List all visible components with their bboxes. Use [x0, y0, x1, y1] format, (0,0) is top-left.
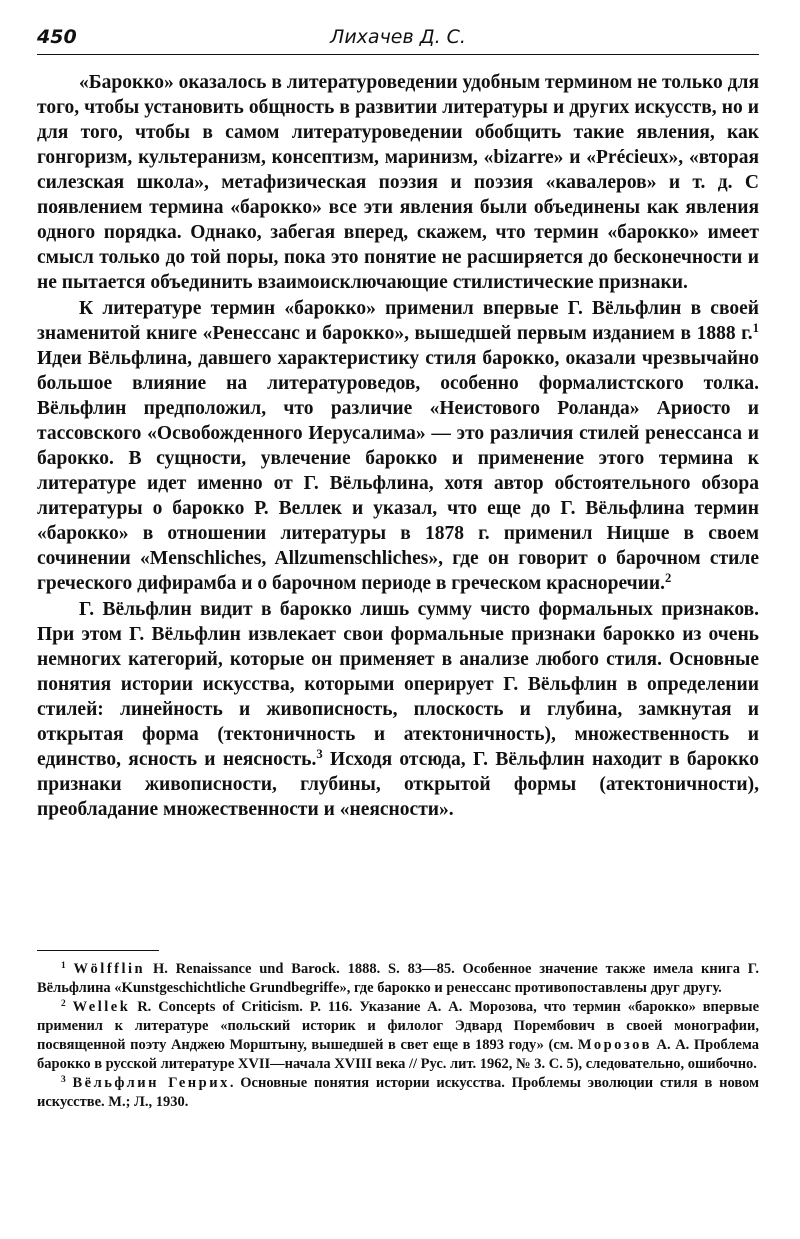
footnote-3-mark: 3: [61, 1074, 66, 1085]
paragraph-1-text: «Барокко» оказалось в литературоведении удобным термином не только для того, чтобы установить общность в развитии литературы и других искусств, но и для того, чтобы в самом литературоведении обобщить такие явления, как гонгоризм, культеранизм, консептизм, маринизм, «bizarre» и «Précieux», «вторая силезская школа», метафизическая поэзия и поэзия «кавалеров» и т. д. С появлением термина «барокко» все эти явления были объединены как явления одного порядка. Однако, забегая вперед, скажем, что термин «барокко» имеет смысл только до той поры, пока это понятие не расширяется до бесконечности и не пытается объединить взаимоисключающие стилистические признаки.: [37, 72, 759, 293]
footnote-1: [37, 960, 759, 998]
page-header: [37, 22, 759, 55]
footnote-ref-1: 1: [752, 321, 759, 336]
running-head: Лихачев Д. С.: [330, 26, 466, 48]
paragraph-2-text-a: К литературе термин «барокко» применил впервые Г. Вёльфлин в своей знаменитой книге «Ренессанс и барокко», вышедшей первым изданием в 1888 г.: [37, 298, 759, 344]
footnote-1-mark: 1: [61, 960, 66, 971]
footnote-2-text-a: R. Concepts of Criticism. P. 116. Указание А. А. Морозова, что термин «барокко» впервые применил к литературе «польский историк и филолог Эдвард Порембович в своей монографии, посвященной поэту Анджею Морштыну, вышедшей в свет еще в 1893 году» (см.: [37, 999, 760, 1053]
footnote-2: [37, 998, 759, 1074]
footnotes: [37, 960, 759, 1112]
footnote-3-author: Вёльфлин Генрих: [72, 1075, 230, 1091]
footnote-1-text: H. Renaissance und Barock. 1888. S. 83—85. Особенное значение также имела книга Г. Вёльфлина «Kunstgeschichtliche Grundbegriffe», где барокко и ренессанс противопоставлены друг другу.: [37, 961, 759, 996]
main-text: [37, 70, 759, 822]
paragraph-3: [37, 597, 759, 822]
footnote-2-author: Wellek: [72, 999, 131, 1015]
footnote-ref-2: 2: [665, 571, 672, 586]
paragraph-2-text-b: Идеи Вёльфлина, давшего характеристику стиля барокко, оказали чрезвычайно большое влияние на литературоведов, особенно формалистского толка. Вёльфлин предположил, что различие «Неистового Роланда» Ариосто и тассовского «Освобожденного Иерусалима» — это различия стилей ренессанса и барокко. В сущности, увлечение барокко и применение этого термина к литературе идет именно от Г. Вёльфлина, хотя автор обстоятельного обзора литературы о барокко Р. Веллек и указал, что еще до Г. Вёльфлина термин «барокко» в отношении литературы в 1878 г. применил Ницше в своем сочинении «Menschliches, Allzumenschliches», где он говорит о барочном стиле греческого дифирамба и о барочном периоде в греческом красноречии.: [37, 348, 759, 594]
paragraph-3-text-a: Г. Вёльфлин видит в барокко лишь сумму чисто формальных признаков. При этом Г. Вёльфлин извлекает свои формальные признаки барокко из очень немногих категорий, которые он применяет в анализе любого стиля. Основные понятия истории искусства, которыми оперирует Г. Вёльфлин в определении стилей: линейность и живописность, плоскость и глубина, замкнутая и открытая форма (тектоничность и атектоничность), множественность и единство, ясность и неясность.: [37, 599, 759, 770]
page-number: 450: [37, 26, 77, 48]
footnote-2-text-b: А. А. Проблема барокко в русской литературе XVII—начала XVIII века // Рус. лит. 1962, № 3. С. 5), следовательно, ошибочно.: [37, 1037, 759, 1072]
footnote-3: [37, 1074, 759, 1112]
footnote-2-author-2: Морозов: [577, 1037, 652, 1053]
paragraph-2: [37, 296, 759, 596]
footnote-2-mark: 2: [61, 998, 66, 1009]
paragraph-3-text-b: Исходя отсюда, Г. Вёльфлин находит в барокко признаки живописности, глубины, открытой формы (атектоничности), преобладание множественности и «неясности».: [37, 749, 759, 820]
footnote-ref-3: 3: [316, 747, 323, 762]
footnote-divider: [37, 950, 159, 951]
paragraph-1: [37, 70, 759, 295]
footnote-1-author: Wölfflin: [73, 961, 146, 977]
footnote-3-text: . Основные понятия истории искусства. Проблемы эволюции стиля в новом искусстве. М.; Л., 1930.: [37, 1075, 759, 1110]
